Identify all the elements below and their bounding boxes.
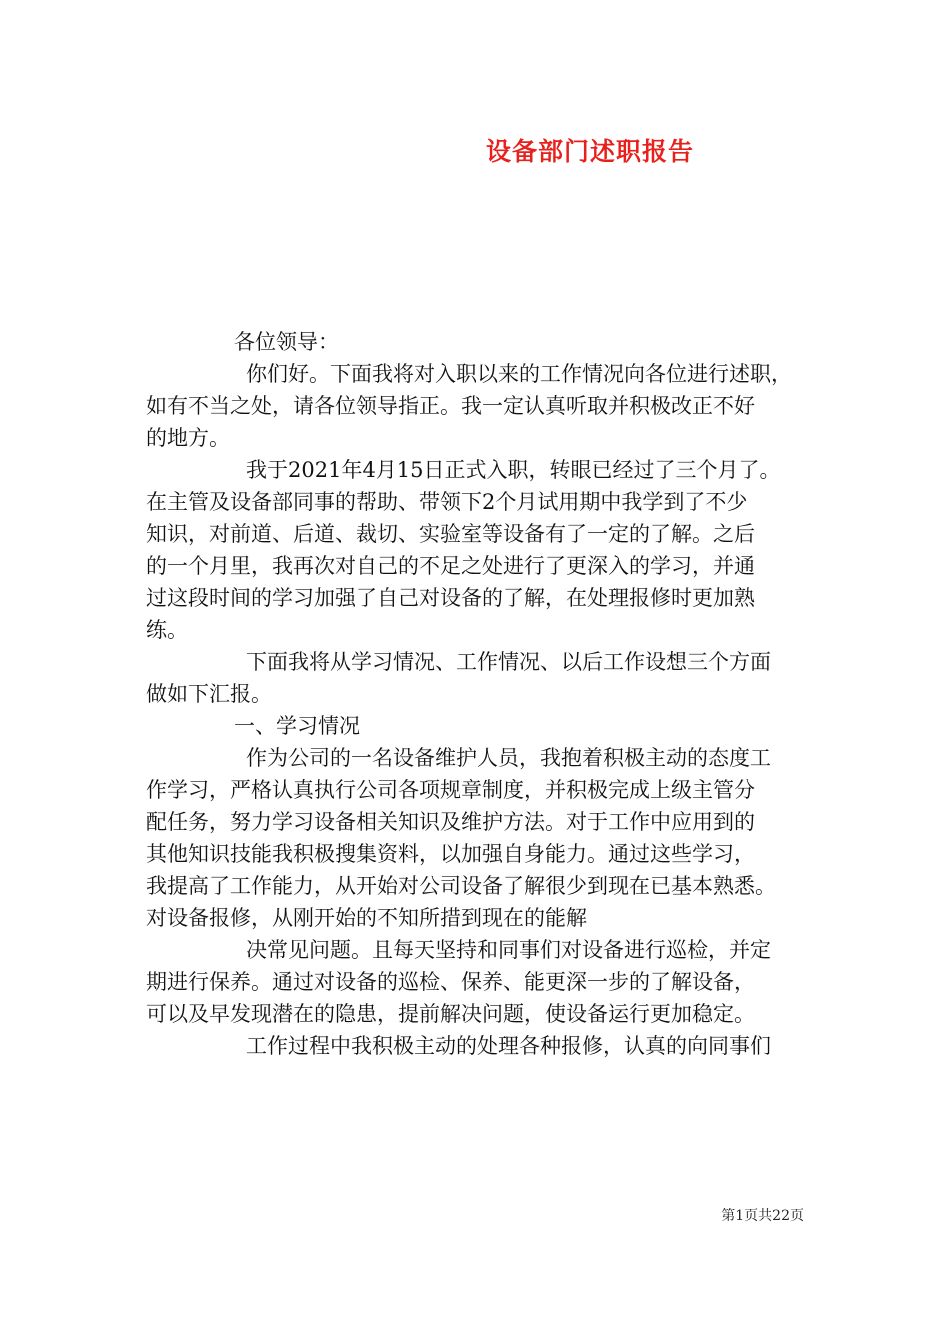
document-body	[146, 326, 818, 1062]
paragraph-line: 在主管及设备部同事的帮助、带领下2个月试用期中我学到了不少	[146, 490, 748, 514]
paragraph-line: 各位领导：	[234, 330, 339, 354]
paragraph-line: 下面我将从学习情况、工作情况、以后工作设想三个方面	[246, 650, 771, 674]
paragraph-line: 一、学习情况	[234, 714, 360, 738]
paragraph-line: 知识，对前道、后道、裁切、实验室等设备有了一定的了解。之后	[146, 522, 755, 546]
paragraph-line: 配任务，努力学习设备相关知识及维护方法。对于工作中应用到的	[146, 810, 755, 834]
paragraph-line: 我提高了工作能力，从开始对公司设备了解很少到现在已基本熟悉。	[146, 874, 776, 898]
paragraph-line: 如有不当之处，请各位领导指正。我一定认真听取并积极改正不好	[146, 394, 755, 418]
paragraph-line: 练。	[146, 618, 188, 642]
paragraph-line: 过这段时间的学习加强了自己对设备的了解，在处理报修时更加熟	[146, 586, 755, 610]
paragraph-line: 作学习，严格认真执行公司各项规章制度，并积极完成上级主管分	[146, 778, 755, 802]
paragraph-line: 你们好。下面我将对入职以来的工作情况向各位进行述职，	[246, 362, 792, 386]
page-number-footer: 第1页共22页	[721, 1208, 804, 1224]
paragraph-line: 工作过程中我积极主动的处理各种报修，认真的向同事们	[246, 1034, 771, 1058]
document-title: 设备部门述职报告	[485, 137, 694, 166]
paragraph-line: 做如下汇报。	[146, 682, 272, 706]
paragraph-line: 决常见问题。且每天坚持和同事们对设备进行巡检，并定	[246, 938, 771, 962]
paragraph-line: 作为公司的一名设备维护人员，我抱着积极主动的态度工	[246, 746, 771, 770]
paragraph-line: 期进行保养。通过对设备的巡检、保养、能更深一步的了解设备，	[146, 970, 755, 994]
paragraph-line: 的一个月里，我再次对自己的不足之处进行了更深入的学习，并通	[146, 554, 755, 578]
paragraph-line: 对设备报修，从刚开始的不知所措到现在的能解	[146, 906, 587, 930]
paragraph-line: 的地方。	[146, 426, 230, 450]
paragraph-line: 可以及早发现潜在的隐患，提前解决问题，使设备运行更加稳定。	[146, 1002, 755, 1026]
paragraph-line: 其他知识技能我积极搜集资料，以加强自身能力。通过这些学习，	[146, 842, 755, 866]
paragraph-line: 我于2021年4月15日正式入职，转眼已经过了三个月了。	[246, 458, 781, 482]
